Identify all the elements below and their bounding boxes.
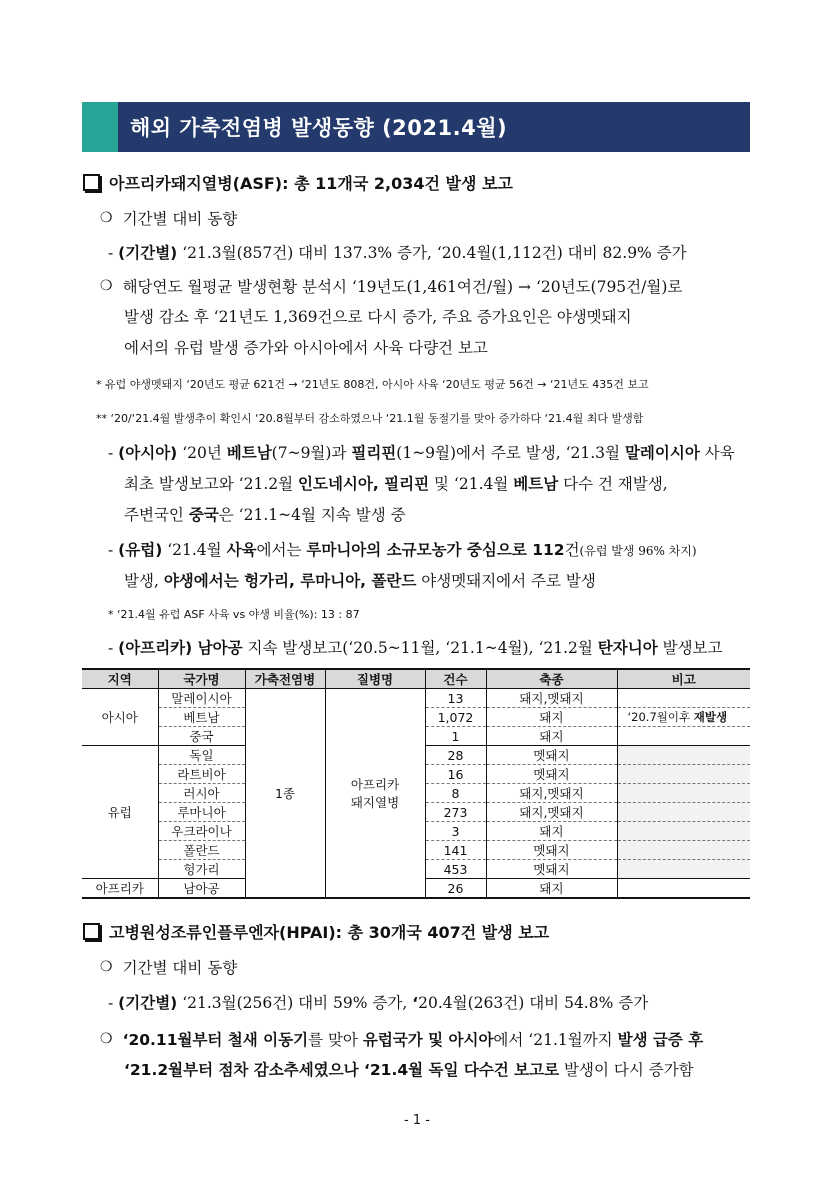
- species-cell: 멧돼지: [486, 860, 617, 879]
- asf-europe-label: (유럽): [118, 541, 163, 559]
- dash-bullet: -: [108, 244, 119, 262]
- col-header-disease-name: 질병명: [325, 669, 425, 689]
- asf-asia-line3: 주변국인 중국은 ‘21.1~4월 지속 발생 중: [124, 506, 406, 524]
- table-row: [82, 689, 750, 708]
- asf-europe-line1: - (유럽) ‘21.4월 사육에서는 루마니아의 소규모농가 중심으로 112건(유럽 발생 96% 차지): [108, 541, 697, 559]
- country-cell: 헝가리: [158, 860, 245, 879]
- col-header-note: 비고: [617, 669, 750, 689]
- asf-monthly-line3: 에서의 유럽 발생 증가와 아시아에서 사육 다량건 보고: [124, 339, 488, 357]
- section-asf-heading: [83, 171, 513, 194]
- species-cell: 멧돼지: [486, 841, 617, 860]
- note-cell: [617, 860, 750, 879]
- count-cell: 26: [425, 879, 486, 899]
- section-asf-title: 아프리카돼지열병(ASF): 총 11개국 2,034건 발생 보고: [109, 174, 513, 193]
- country-cell: 남아공: [158, 879, 245, 899]
- asf-monthly-line1: 해당연도 월평균 발생현황 분석시 ‘19년도(1,461여건/월) → ‘20년도(795건/월)로: [122, 278, 683, 296]
- hpai-item-period-text: 기간별 대비 동향: [122, 959, 238, 977]
- species-cell: 돼지: [486, 727, 617, 746]
- country-cell: 독일: [158, 746, 245, 765]
- count-cell: 16: [425, 765, 486, 784]
- title-banner: [82, 102, 750, 152]
- count-cell: 28: [425, 746, 486, 765]
- count-cell: 1,072: [425, 708, 486, 727]
- count-cell: 273: [425, 803, 486, 822]
- hpai-trend-line2: ‘21.2월부터 점차 감소추세였으나 ‘21.4월 독일 다수건 보고로 발생이 다시 증가함: [124, 1061, 694, 1079]
- disease-name-cell: 아프리카 돼지열병: [325, 689, 425, 899]
- country-cell: 라트비아: [158, 765, 245, 784]
- section-hpai-heading: [83, 920, 549, 943]
- checkbox-square-icon: [83, 923, 100, 940]
- species-cell: 돼지: [486, 879, 617, 899]
- country-cell: 루마니아: [158, 803, 245, 822]
- species-cell: 멧돼지: [486, 765, 617, 784]
- note-cell: [617, 727, 750, 746]
- asf-period-label: (기간별): [118, 244, 178, 262]
- note-cell: [617, 784, 750, 803]
- count-cell: 3: [425, 822, 486, 841]
- page-number: - 1 -: [404, 1113, 430, 1128]
- asf-period-line: [108, 241, 687, 263]
- col-header-count: 건수: [425, 669, 486, 689]
- asf-monthly-line2: 발생 감소 후 ‘21년도 1,369건으로 다시 증가, 주요 증가요인은 야생멧돼지: [124, 308, 632, 326]
- country-cell: 러시아: [158, 784, 245, 803]
- asf-outbreak-table: [82, 668, 750, 899]
- page-title: 해외 가축전염병 발생동향 (2021.4월): [130, 116, 508, 140]
- hpai-period-line: - (기간별) ‘21.3월(256건) 대비 59% 증가, ‘20.4월(263건) 대비 54.8% 증가: [108, 994, 649, 1012]
- country-cell: 중국: [158, 727, 245, 746]
- circle-bullet-icon: ❍: [100, 959, 113, 975]
- asf-item-monthly: [100, 275, 682, 297]
- asf-asia-line1: - (아시아) ‘20년 베트남(7~9월)과 필리핀(1~9월)에서 주로 발생, ‘21.3월 말레이시아 사육: [108, 444, 735, 462]
- hpai-item-period: [100, 956, 237, 978]
- table-header-row: [82, 669, 750, 689]
- circle-bullet-icon: ❍: [100, 1031, 113, 1047]
- col-header-region: 지역: [82, 669, 158, 689]
- asf-period-text: ‘21.3월(857건) 대비 137.3% 증가, ‘20.4월(1,112건) 대비 82.9% 증가: [177, 244, 687, 262]
- species-cell: 돼지,멧돼지: [486, 689, 617, 708]
- asf-asia-line2: 최초 발생보고와 ‘21.2월 인도네시아, 필리핀 및 ‘21.4월 베트남 다수 건 재발생,: [124, 475, 668, 493]
- note-cell: [617, 841, 750, 860]
- hpai-period-label: (기간별): [118, 994, 178, 1012]
- note-cell: [617, 822, 750, 841]
- asf-item-period-text: 기간별 대비 동향: [122, 210, 238, 228]
- note-cell: [617, 765, 750, 784]
- asf-africa-label: (아프리카) 남아공: [118, 639, 243, 657]
- asf-africa-line: - (아프리카) 남아공 지속 발생보고(‘20.5~11월, ‘21.1~4월), ‘21.2월 탄자니아 발생보고: [108, 639, 723, 657]
- note-cell: [617, 879, 750, 899]
- asf-europe-line2: 발생, 야생에서는 헝가리, 루마니아, 폴란드 야생멧돼지에서 주로 발생: [124, 572, 596, 590]
- section-hpai-title: 고병원성조류인플루엔자(HPAI): 총 30개국 407건 발생 보고: [109, 923, 550, 942]
- circle-bullet-icon: ❍: [100, 210, 113, 226]
- asf-asia-label: (아시아): [118, 444, 178, 462]
- region-cell: 아시아: [82, 689, 158, 746]
- country-cell: 폴란드: [158, 841, 245, 860]
- region-cell: 아프리카: [82, 879, 158, 899]
- col-header-species: 축종: [486, 669, 617, 689]
- col-header-disease-class: 가축전염병: [245, 669, 325, 689]
- species-cell: 멧돼지: [486, 746, 617, 765]
- circle-bullet-icon: ❍: [100, 278, 113, 294]
- count-cell: 453: [425, 860, 486, 879]
- note-cell: [617, 803, 750, 822]
- species-cell: 돼지,멧돼지: [486, 803, 617, 822]
- count-cell: 8: [425, 784, 486, 803]
- count-cell: 13: [425, 689, 486, 708]
- country-cell: 우크라이나: [158, 822, 245, 841]
- note-cell: [617, 746, 750, 765]
- banner-body: [118, 102, 750, 152]
- region-cell: 유럽: [82, 746, 158, 879]
- asf-note-3: * ‘21.4월 유럽 ASF 사육 vs 야생 비율(%): 13 : 87: [108, 608, 360, 621]
- country-cell: 베트남: [158, 708, 245, 727]
- species-cell: 돼지,멧돼지: [486, 784, 617, 803]
- checkbox-square-icon: [83, 174, 100, 191]
- count-cell: 1: [425, 727, 486, 746]
- note-cell: ‘20.7월이후 재발생: [617, 708, 750, 727]
- asf-item-period: [100, 207, 237, 229]
- species-cell: 돼지: [486, 708, 617, 727]
- species-cell: 돼지: [486, 822, 617, 841]
- banner-accent: [82, 102, 118, 152]
- hpai-item-trend: ❍ ‘20.11월부터 철새 이동기를 맞아 유럽국가 및 아시아에서 ‘21.1월까지 발생 급증 후: [100, 1031, 704, 1049]
- disease-class-cell: 1종: [245, 689, 325, 899]
- asf-note-2: ** ‘20/‘21.4월 발생추이 확인시 ‘20.8월부터 감소하였으나 ‘21.1월 동절기를 맞아 증가하다 ‘21.4월 최다 발생함: [96, 412, 644, 425]
- col-header-country: 국가명: [158, 669, 245, 689]
- country-cell: 말레이시아: [158, 689, 245, 708]
- note-cell: [617, 689, 750, 708]
- count-cell: 141: [425, 841, 486, 860]
- asf-note-1: * 유럽 야생멧돼지 ‘20년도 평균 621건 → ‘21년도 808건, 아시아 사육 ‘20년도 평균 56건 → ‘21년도 435건 보고: [96, 378, 649, 391]
